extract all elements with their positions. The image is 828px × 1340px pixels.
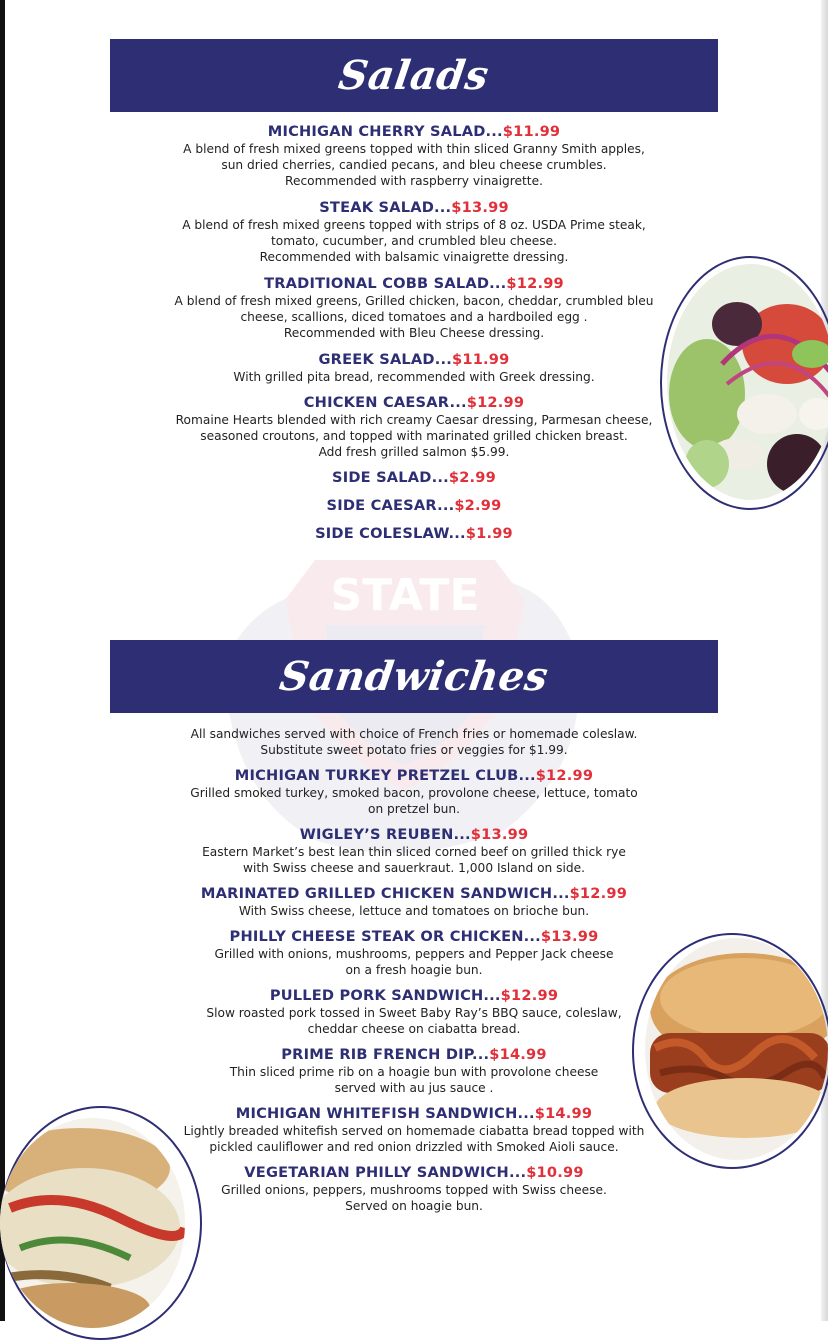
salads-item [170, 469, 658, 487]
item-title [170, 885, 658, 903]
item-description-line: Recommended with Bleu Cheese dressing. [283, 326, 545, 340]
item-description-line: pickled cauliflower and red onion drizzled with Smoked Aioli sauce. [209, 1140, 619, 1154]
item-description-line: Grilled onions, peppers, mushrooms topped with Swiss cheese. [221, 1183, 607, 1197]
item-description-line: tomato, cucumber, and crumbled bleu cheese. [271, 234, 557, 248]
item-name: PULLED PORK SANDWICH... [269, 987, 501, 1004]
item-description-line: Recommended with balsamic vinaigrette dressing. [259, 250, 569, 264]
item-description-line: cheddar cheese on ciabatta bread. [307, 1022, 521, 1036]
right-edge [821, 0, 828, 1321]
item-title [170, 1105, 658, 1123]
sandwiches-title: Sandwiches [276, 653, 552, 700]
item-title [170, 525, 658, 543]
salads-item [170, 525, 658, 543]
item-title [170, 275, 658, 293]
item-description-line: Slow roasted pork tossed in Sweet Baby Ray’s BBQ sauce, coleslaw, [206, 1006, 622, 1020]
item-title [170, 351, 658, 369]
item-description-line: Lightly breaded whitefish served on homemade ciabatta bread topped with [183, 1124, 645, 1138]
item-name: STEAK SALAD... [319, 199, 452, 216]
item-title [170, 1046, 658, 1064]
sandwiches-item [170, 826, 658, 876]
sandwiches-item [170, 885, 658, 919]
item-description-line: With grilled pita bread, recommended with Greek dressing. [233, 370, 595, 384]
greek-salad-photo [667, 264, 828, 500]
item-price: $12.99 [500, 987, 559, 1004]
item-description-line: Add fresh grilled salmon $5.99. [318, 445, 510, 459]
pulled-pork-sandwich-photo [645, 938, 828, 1160]
item-price: $12.99 [569, 885, 628, 902]
item-name: MICHIGAN TURKEY PRETZEL CLUB... [234, 767, 536, 784]
item-price: $12.99 [535, 767, 594, 784]
item-title [170, 123, 658, 141]
item-name: SIDE SALAD... [331, 469, 449, 486]
item-price: $13.99 [451, 199, 509, 216]
item-title [170, 497, 658, 515]
item-price: $11.99 [451, 351, 510, 368]
salads-item [170, 351, 658, 385]
item-description-line: Served on hoagie bun. [345, 1199, 483, 1213]
item-price: $14.99 [489, 1046, 547, 1063]
sandwiches-item [170, 1164, 658, 1214]
item-description-line: seasoned croutons, and topped with marinated grilled chicken breast. [200, 429, 628, 443]
item-name: GREEK SALAD... [318, 351, 452, 368]
sandwiches-intro-line-2: Substitute sweet potato fries or veggies for $1.99. [260, 743, 568, 757]
item-title [170, 767, 658, 785]
item-title [170, 1164, 658, 1182]
salads-banner [110, 39, 718, 112]
sandwiches-item [170, 767, 658, 817]
salads-item [170, 275, 658, 341]
salads-item [170, 199, 658, 265]
salads-title: Salads [335, 52, 493, 99]
item-description-line: on a fresh hoagie bun. [345, 963, 483, 977]
item-description-line: Romaine Hearts blended with rich creamy Caesar dressing, Parmesan cheese, [175, 413, 653, 427]
item-price: $2.99 [448, 469, 497, 486]
item-name: PHILLY CHEESE STEAK OR CHICKEN... [229, 928, 541, 945]
sandwiches-item [170, 928, 658, 978]
salads-item [170, 497, 658, 515]
item-title [170, 469, 658, 487]
salads-item [170, 394, 658, 460]
salads-item [170, 123, 658, 189]
item-description-line: sun dried cherries, candied pecans, and bleu cheese crumbles. [221, 158, 607, 172]
item-title [170, 987, 658, 1005]
item-name: PRIME RIB FRENCH DIP... [281, 1046, 490, 1063]
item-description-line: A blend of fresh mixed greens, Grilled chicken, bacon, cheddar, crumbled bleu [174, 294, 654, 308]
sandwiches-section [170, 726, 658, 1214]
salads-section [170, 123, 658, 543]
item-name: VEGETARIAN PHILLY SANDWICH... [244, 1164, 527, 1181]
item-price: $1.99 [465, 525, 513, 542]
item-title [170, 826, 658, 844]
item-description-line: Grilled with onions, mushrooms, peppers and Pepper Jack cheese [214, 947, 614, 961]
item-price: $13.99 [470, 826, 529, 843]
item-price: $14.99 [534, 1105, 593, 1122]
item-description-line: Eastern Market’s best lean thin sliced corned beef on grilled thick rye [202, 845, 626, 859]
item-description-line: Recommended with raspberry vinaigrette. [285, 174, 543, 188]
sandwiches-intro-line-1: All sandwiches served with choice of French fries or homemade coleslaw. [190, 727, 638, 741]
item-price: $10.99 [526, 1164, 584, 1181]
item-description-line: served with au jus sauce . [334, 1081, 494, 1095]
philly-cheese-steak-photo [0, 1118, 185, 1328]
left-edge [0, 0, 5, 1321]
item-description-line: with Swiss cheese and sauerkraut. 1,000 Island on side. [243, 861, 585, 875]
item-description-line: Thin sliced prime rib on a hoagie bun with provolone cheese [229, 1065, 599, 1079]
item-price: $12.99 [506, 275, 564, 292]
item-name: MICHIGAN CHERRY SALAD... [267, 123, 503, 140]
item-title [170, 394, 658, 412]
item-name: MICHIGAN WHITEFISH SANDWICH... [235, 1105, 535, 1122]
item-price: $12.99 [466, 394, 525, 411]
sandwiches-banner [110, 640, 718, 713]
item-description-line: Grilled smoked turkey, smoked bacon, provolone cheese, lettuce, tomato [190, 786, 638, 800]
item-description-line: A blend of fresh mixed greens topped with strips of 8 oz. USDA Prime steak, [182, 218, 646, 232]
item-price: $13.99 [540, 928, 599, 945]
item-description-line: cheese, scallions, diced tomatoes and a hardboiled egg . [240, 310, 588, 324]
item-description-line: A blend of fresh mixed greens topped with thin sliced Granny Smith apples, [183, 142, 645, 156]
item-price: $11.99 [502, 123, 561, 140]
sandwiches-item [170, 1105, 658, 1155]
item-name: WIGLEY’S REUBEN... [299, 826, 471, 843]
item-name: MARINATED GRILLED CHICKEN SANDWICH... [200, 885, 570, 902]
item-name: CHICKEN CAESAR... [303, 394, 467, 411]
item-title [170, 199, 658, 217]
item-description-line: With Swiss cheese, lettuce and tomatoes on brioche bun. [238, 904, 590, 918]
item-description-line: on pretzel bun. [367, 802, 461, 816]
item-name: SIDE COLESLAW... [315, 525, 466, 542]
sandwiches-item [170, 1046, 658, 1096]
watermark-text: STATE [330, 570, 480, 621]
sandwiches-item [170, 987, 658, 1037]
item-price: $2.99 [454, 497, 502, 514]
item-name: TRADITIONAL COBB SALAD... [264, 275, 507, 292]
item-title [170, 928, 658, 946]
item-name: SIDE CAESAR... [326, 497, 455, 514]
